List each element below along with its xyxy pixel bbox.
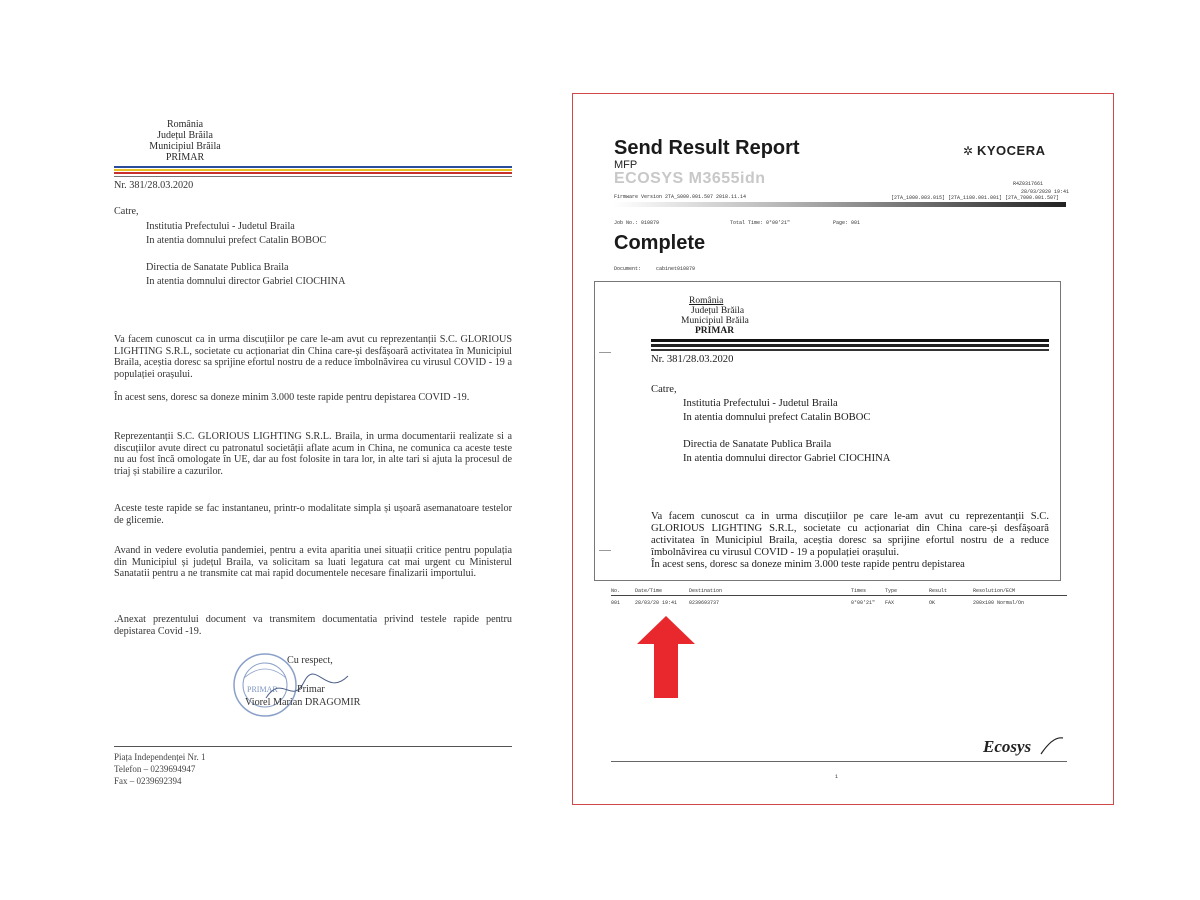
- device-model: ECOSYS M3655idn: [614, 170, 766, 187]
- status-complete: Complete: [614, 232, 706, 254]
- red-arrow-head-icon: [637, 616, 695, 644]
- row-result: OK: [929, 600, 936, 606]
- letter-paragraph-1b: În acest sens, doresc sa doneze minim 3.000 teste rapide pentru depistarea COVID -19.: [114, 392, 470, 403]
- footer-phone: Telefon – 0239694947: [114, 764, 196, 774]
- fax-send-result-report: [572, 93, 1114, 805]
- total-time: Total Time: 0°00'21": [730, 220, 791, 226]
- letter-paragraph-2: Reprezentanții S.C. GLORIOUS LIGHTING S.R.L. Braila, in urma documentarii realizate si a discuțiilor avute direct cu patronatul societății aflate acum in China, ne comunica ca aceste teste nu au fost încă omologate în UE, dar au fost folosite in tara lor, in alte tari si ajuta la procesul de triaj și stabilire a cazurilor.: [114, 431, 512, 477]
- fax-header-office: PRIMAR: [695, 326, 735, 336]
- stamp-label: PRIMAR: [247, 685, 278, 694]
- footer-address: Piața Independenței Nr. 1: [114, 752, 206, 762]
- fax-stripe-1: [651, 339, 1049, 342]
- letter-number: Nr. 381/28.03.2020: [114, 180, 194, 191]
- fax-recipient-prefect: In atentia domnului prefect Catalin BOBOC: [683, 412, 871, 423]
- footer-fax: Fax – 0239692394: [114, 776, 182, 786]
- col-datetime: Date/Time: [635, 588, 663, 594]
- recipient-prefecture: Institutia Prefectului - Judetul Braila: [146, 221, 295, 232]
- fax-punch-mark-top: [599, 352, 611, 353]
- letter-paragraph-3: Avand in vedere evolutia pandemiei, pentru a evita aparitia unei situații critice pentru populația din Municipiul și județul Braila, va solicitam sa luati legatura cat mai urgent cu Ministerul Sanatatii pentru a ne transmite cat mai rapid documentele necesare finalizarii importului.: [114, 545, 512, 580]
- recipient-dsp: Directia de Sanatate Publica Braila: [146, 262, 289, 273]
- col-type: Type: [885, 588, 898, 594]
- fax-paragraph-1b: În acest sens, doresc sa doneze minim 3.000 teste rapide pentru depistarea: [651, 559, 965, 570]
- job-number: Job No.: 010879: [614, 220, 660, 226]
- fax-header-country: România: [689, 296, 724, 306]
- fax-header-county: Județul Brăila: [691, 306, 745, 316]
- fax-stripe-3: [651, 349, 1049, 351]
- col-result: Result: [929, 588, 948, 594]
- footer-rule: [114, 746, 512, 747]
- ecosys-logo: Ecosys: [983, 737, 1032, 756]
- col-times: Times: [851, 588, 867, 594]
- flag-stripe-yellow: [114, 169, 512, 171]
- signature-title: Primar: [297, 684, 325, 695]
- col-resolution: Resolution/ECM: [973, 588, 1016, 594]
- fax-header-city: Municipiul Brăila: [681, 316, 749, 326]
- fax-paragraph-1: Va facem cunoscut ca in urma discuțiilor pe care le-am avut cu reprezentanții S.C. GLORIOUS LIGHTING S.R.L, societate cu acționariat din China care-și desfășoară activitatea în Municipiul Braila, aceștia doresc sa sprijine efortul nostru de a reduce îmbolnăvirea cu virusul COVID - 19 a populației orașului.: [651, 511, 1049, 558]
- fax-number: Nr. 381/28.03.2020: [651, 354, 734, 365]
- fax-stripe-2: [651, 344, 1049, 347]
- letter-paragraph-4: .Anexat prezentului document va transmitem documentatia privind testele rapide pentru depistarea Covid -19.: [114, 614, 512, 637]
- report-subtitle: MFP: [614, 159, 638, 171]
- row-times: 0°00'21": [851, 600, 876, 606]
- firmware-codes: [2TA_1000.003.015] [2TA_1100.001.001] [2TA_7000.001.507]: [891, 195, 1060, 201]
- brand-logo: KYOCERA: [977, 143, 1046, 158]
- row-type: FAX: [885, 600, 895, 606]
- col-destination: Destination: [689, 588, 723, 594]
- report-title: Send Result Report: [614, 137, 800, 159]
- firmware-version: Firmware Version 2TA_S000.001.507 2018.11.14: [614, 194, 747, 200]
- original-letter: [0, 0, 560, 900]
- letter-header-country: România: [166, 119, 204, 130]
- report-page-number: 1: [835, 774, 839, 780]
- ecosys-swoosh-icon: [1039, 734, 1065, 756]
- model-gradient-bar: [614, 202, 1066, 207]
- flag-stripe-red: [114, 172, 512, 174]
- fax-recipient-director: In atentia domnului director Gabriel CIOCHINA: [683, 453, 891, 464]
- fax-recipient-prefecture: Institutia Prefectului - Judetul Braila: [683, 398, 838, 409]
- report-footer-rule: [611, 761, 1067, 762]
- document-label: Document:: [614, 266, 642, 272]
- fax-page-preview: [594, 281, 1061, 581]
- recipient-director: In atentia domnului director Gabriel CIOCHINA: [146, 276, 346, 287]
- fax-recipient-dsp: Directia de Sanatate Publica Braila: [683, 439, 832, 450]
- recipient-prefect: In atentia domnului prefect Catalin BOBOC: [146, 235, 327, 246]
- red-arrow-shaft-icon: [654, 642, 678, 698]
- signature-name: Viorel Marian DRAGOMIR: [245, 697, 361, 708]
- letter-header-office: PRIMAR: [165, 152, 205, 163]
- letter-paragraph-1: Va facem cunoscut ca in urma discuțiilor pe care le-am avut cu reprezentanții S.C. GLORIOUS LIGHTING S.R.L, societate cu acționariat din China care-și desfășoară activitatea în Municipiul Braila, aceștia doresc sa sprijine efortul nostru de a reduce îmbolnăvirea cu virusul COVID - 19 a populației orașului.: [114, 334, 512, 380]
- letter-header-city: Municipiul Brăila: [149, 141, 221, 152]
- letter-to-label: Catre,: [114, 206, 139, 217]
- row-datetime: 28/03/20 19:41: [635, 600, 678, 606]
- fax-punch-mark-bottom: [599, 550, 611, 551]
- row-destination: 0239693737: [689, 600, 720, 606]
- letter-paragraph-2b: Aceste teste rapide se fac instantaneu, printr-o modalitate simpla și ușoară asemanatoare testelor de glicemie.: [114, 503, 512, 526]
- kyocera-symbol-icon: ✲: [963, 144, 974, 158]
- row-no: 001: [611, 600, 621, 606]
- header-rule: [114, 176, 512, 177]
- fax-to-label: Catre,: [651, 384, 677, 395]
- letter-header-county: Județul Brăila: [157, 130, 213, 141]
- table-rule: [611, 595, 1067, 596]
- row-resolution: 200x100 Normal/On: [973, 600, 1025, 606]
- firmware-date: 28/03/2020 19:41: [1021, 189, 1070, 195]
- device-serial: R4Z0317661: [1013, 181, 1044, 187]
- letter-closing: Cu respect,: [287, 655, 333, 666]
- col-no: No.: [611, 588, 621, 594]
- flag-stripe-blue: [114, 166, 512, 168]
- document-name: cabinet010879: [656, 266, 696, 272]
- page-count: Page: 001: [833, 220, 861, 226]
